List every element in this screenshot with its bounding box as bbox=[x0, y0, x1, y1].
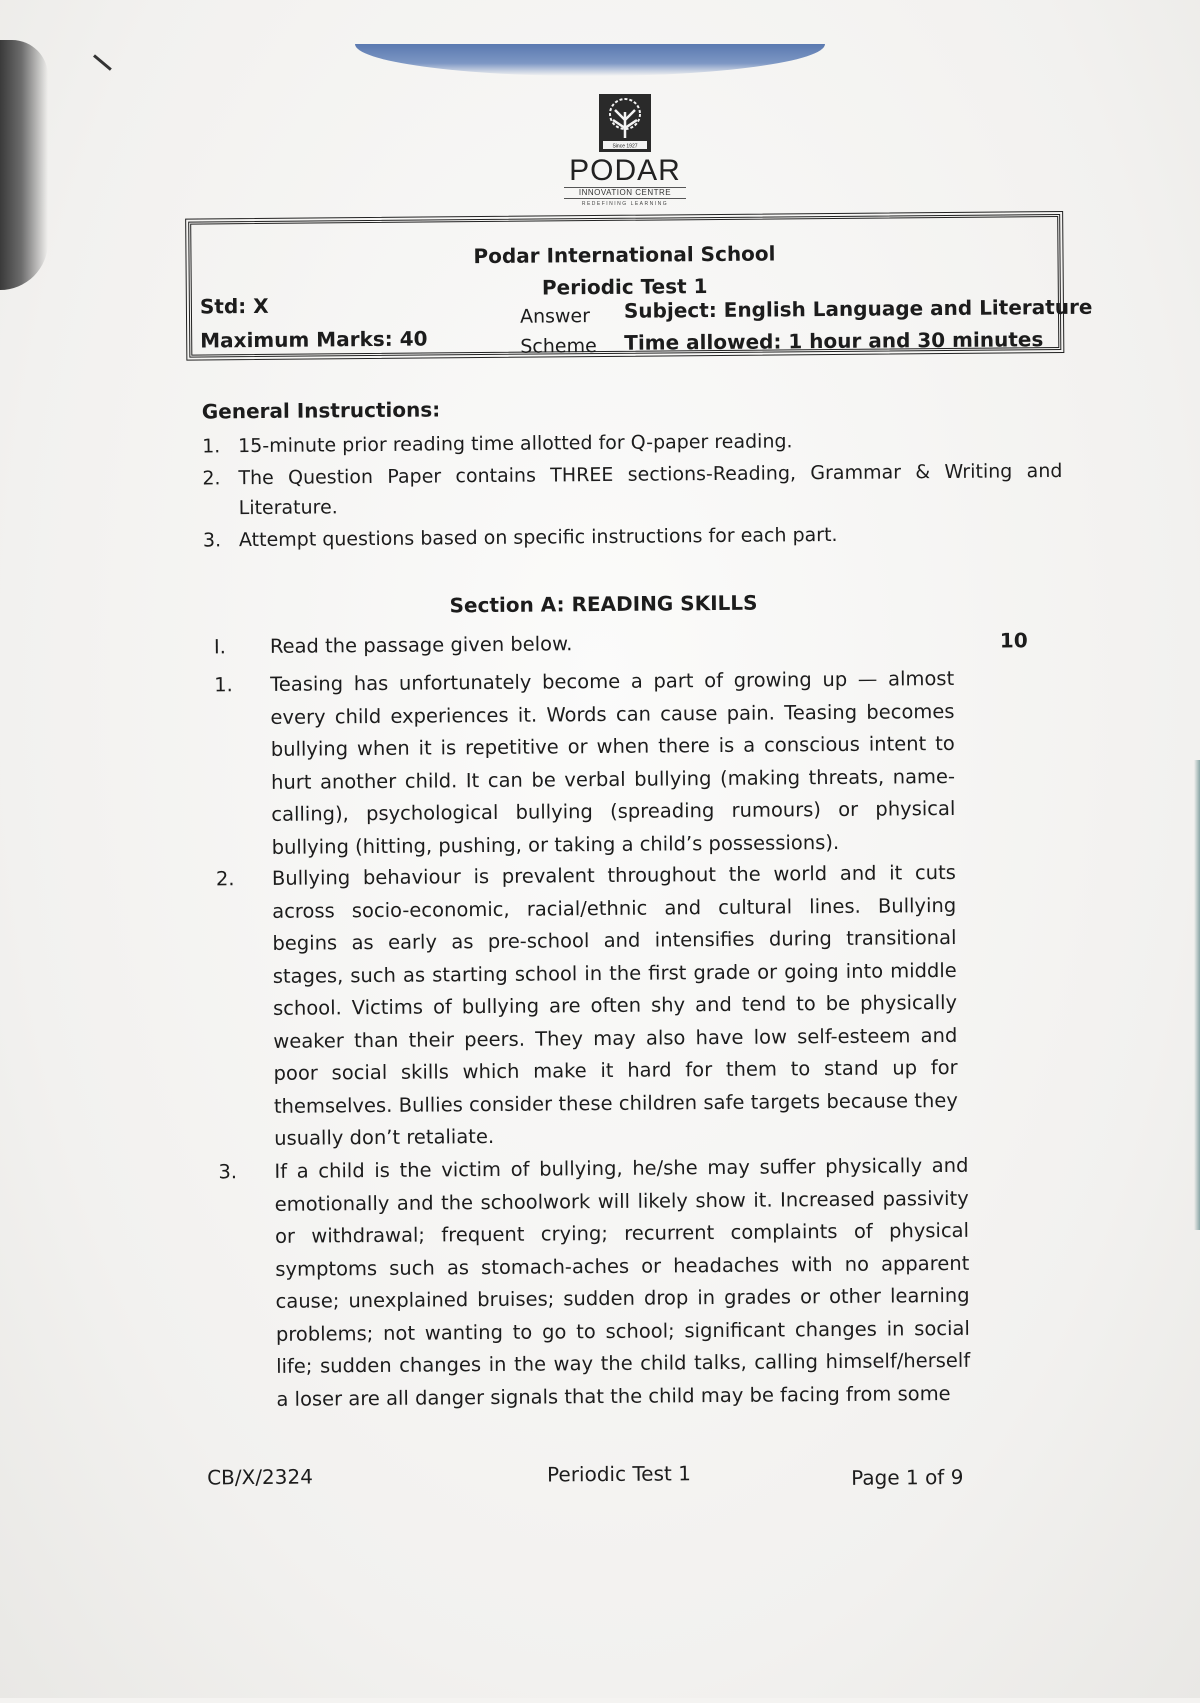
instruction-number: 3. bbox=[202, 529, 222, 552]
school-name: Podar International School bbox=[473, 241, 776, 269]
logo-tagline: REDEFINING LEARNING bbox=[581, 201, 669, 207]
answer-label: Answer bbox=[519, 305, 591, 328]
instruction-number: 1. bbox=[202, 435, 221, 458]
question-number: I. bbox=[213, 635, 226, 659]
footer-page-number: Page 1 of 9 bbox=[851, 1464, 964, 1490]
test-name: Periodic Test 1 bbox=[541, 274, 708, 300]
paragraph-number: 1. bbox=[214, 673, 233, 697]
passage-paragraph bbox=[218, 1150, 970, 1417]
subject-label: Subject: English Language and Literature bbox=[623, 294, 1093, 323]
max-marks-label: Maximum Marks: 40 bbox=[200, 326, 428, 353]
question-marks: 10 bbox=[999, 628, 1028, 653]
instruction-text: Attempt questions based on specific instructions for each part. bbox=[238, 523, 838, 552]
paragraph-number: 3. bbox=[218, 1160, 238, 1184]
paragraph-number: 2. bbox=[215, 867, 235, 891]
instruction-item bbox=[202, 456, 1062, 524]
question-text: Read the passage given below. bbox=[269, 632, 573, 658]
instruction-item bbox=[202, 424, 1062, 462]
section-a-title: Section A: READING SKILLS bbox=[449, 590, 758, 618]
time-allowed-label: Time allowed: 1 hour and 30 minutes bbox=[624, 327, 1044, 355]
passage-paragraph bbox=[216, 857, 959, 1156]
general-instructions-title: General Instructions: bbox=[201, 397, 441, 424]
instruction-item bbox=[203, 518, 1063, 556]
standard-label: Std: X bbox=[199, 293, 269, 319]
instruction-text: The Question Paper contains THREE sections-Reading, Grammar & Writing and Literature. bbox=[238, 459, 1063, 520]
exam-header-box bbox=[188, 214, 1093, 358]
logo-badge: Since 1927 bbox=[612, 143, 638, 150]
instruction-text: 15-minute prior reading time allotted for Q-paper reading. bbox=[238, 430, 793, 458]
logo-subtitle: INNOVATION CENTRE bbox=[564, 187, 686, 199]
footer-test-name: Periodic Test 1 bbox=[547, 1461, 691, 1487]
passage-paragraph bbox=[214, 663, 956, 864]
paragraph-text: Teasing has unfortunately become a part of growing up — almost every child experiences it. Words can cause pain. Teasing becomes bullying when it is repetitive or when there is a conscious intent to hurt another child. It can be verbal bullying (making threats, name-calling), psychological bullying (spreading rumours) or physical bullying (hitting, pushing, or taking a child’s possessions). bbox=[270, 666, 956, 859]
footer-code: CB/X/2324 bbox=[207, 1464, 313, 1490]
paragraph-text: Bullying behaviour is prevalent throughout the world and it cuts across socio-economic, racial/ethnic and cultural lines. Bullying begins as early as pre-school and intensifies during transitional stages, such as starting school in the first grade or going into middle school. Victims of bullying are often shy and tend to be physically weaker than their peers. They may also have low self-esteem and poor social skills which make it hard for them to stand up for themselves. Bullies consider these children safe targets because they usually don’t retaliate. bbox=[271, 860, 958, 1150]
scheme-label: Scheme bbox=[520, 335, 597, 358]
paragraph-text: If a child is the victim of bullying, he/she may suffer physically and emotionally and the schoolwork will likely show it. Increased passivity or withdrawal; frequent crying; recurrent complaints of physical symptoms such as stomach-aches or headaches with no apparent cause; unexplained bruises; sudden drop in grades or other learning problems; not wanting to go to school; significant changes in social life; sudden changes in the way the child talks, calling himself/herself a loser are all danger signals that the child may be facing from some bbox=[274, 1153, 971, 1411]
logo-name: PODAR bbox=[569, 154, 681, 187]
instruction-number: 2. bbox=[202, 467, 221, 490]
general-instructions-list bbox=[202, 424, 1063, 558]
